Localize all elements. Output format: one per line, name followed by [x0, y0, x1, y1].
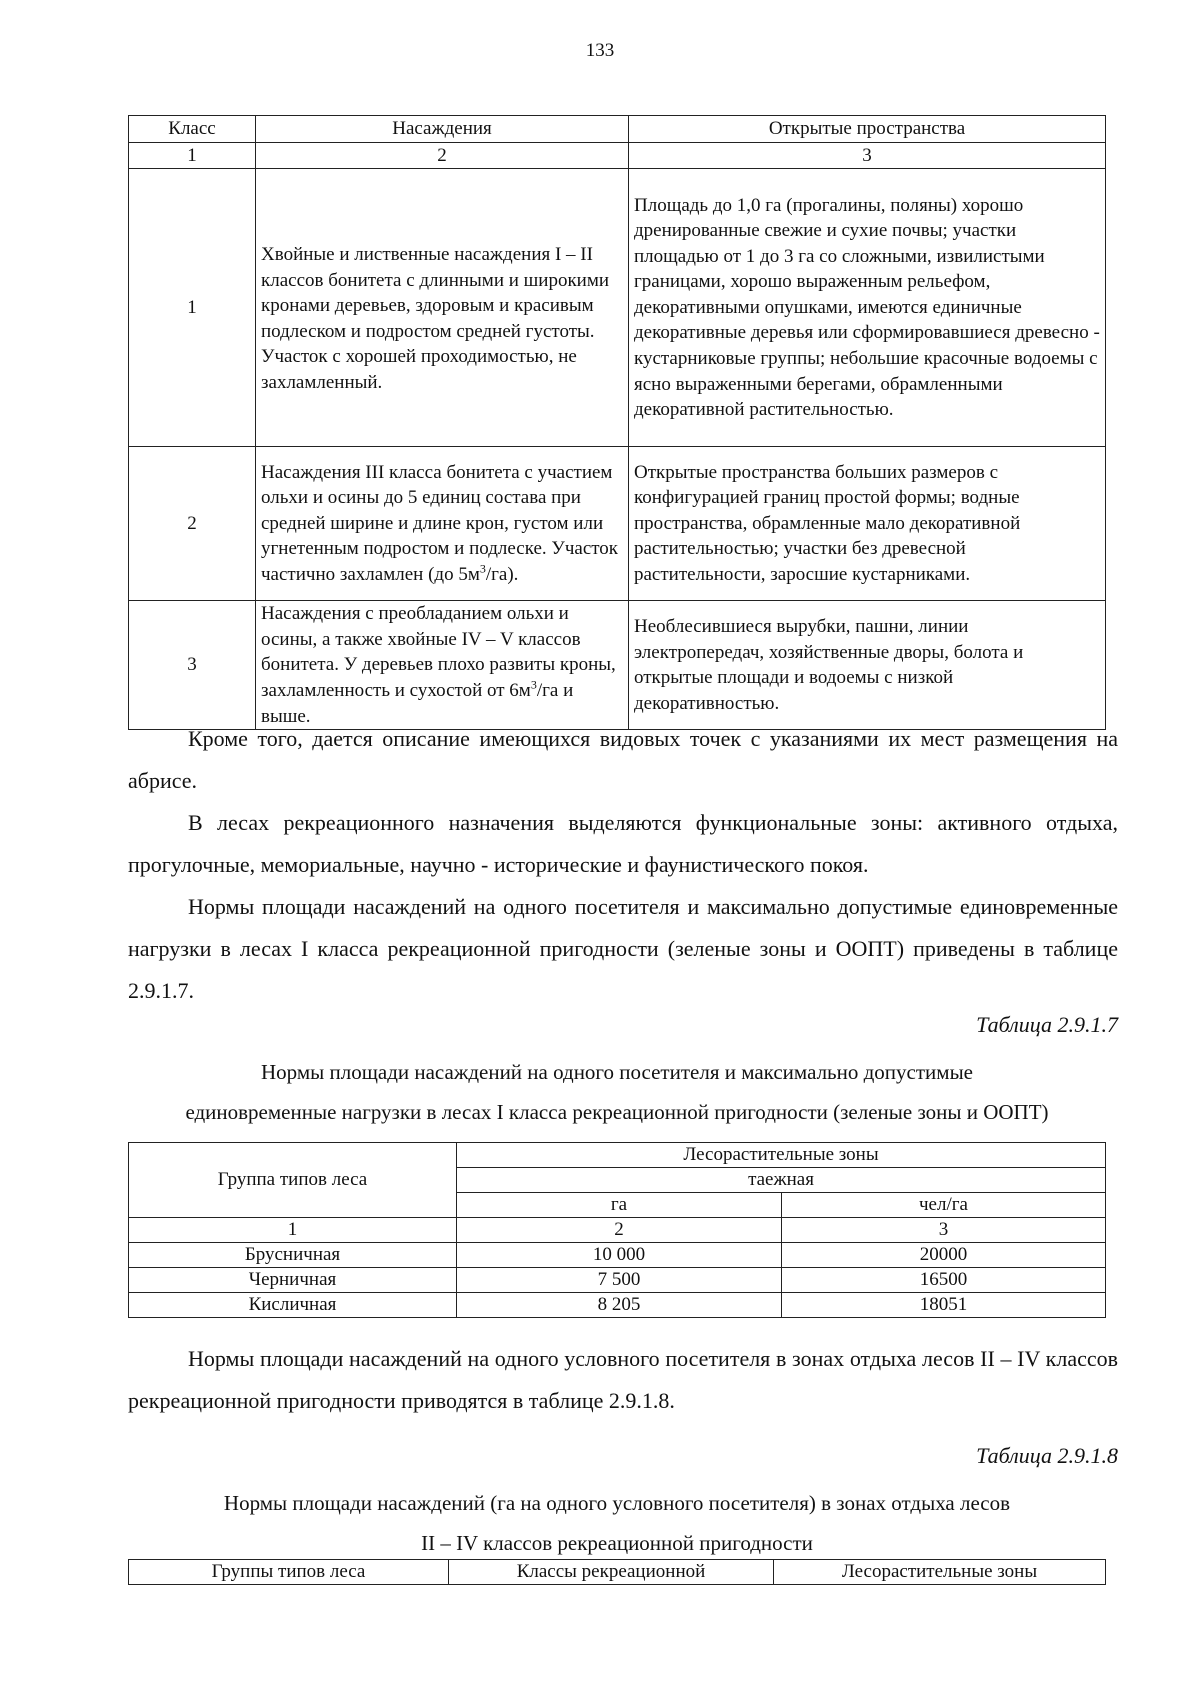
table-row [129, 1268, 1106, 1293]
row-class: 1 [129, 169, 256, 447]
column-number: 1 [129, 1218, 457, 1243]
table-header-groups: Группы типов леса [129, 1560, 449, 1585]
column-number: 3 [782, 1218, 1106, 1243]
paragraph: Нормы площади насаждений на одного посетителя и максимально допустимые единовременные нагрузки в лесах I класса рекреационной пригодности (зеленые зоны и ООПТ) приведены в таблице 2.9.1.7. [128, 894, 1118, 1003]
table-label: Таблица 2.9.1.8 [976, 1443, 1118, 1468]
column-number: 1 [129, 142, 256, 169]
table-row [129, 1243, 1106, 1268]
table-header-zones: Лесорастительные зоны [774, 1560, 1106, 1585]
forest-type: Брусничная [129, 1243, 457, 1268]
column-number: 2 [256, 142, 629, 169]
row-open-spaces: Открытые пространства больших размеров с конфигурацией границ простой формы; водные пространства, обрамленные мало декоративной растительностью; участки без древесной растительности, заросшие кустарниками. [629, 447, 1106, 601]
column-number: 2 [457, 1218, 782, 1243]
row-plantings: Насаждения III класса бонитета с участием ольхи и осины до 5 единиц состава при средней ширине и длине крон, густом или угнетенным подростом и подлеске. Участок частично захламлен (до $5м^3/га$). [256, 447, 629, 601]
row-class: 2 [129, 447, 256, 601]
row-plantings: Хвойные и лиственные насаждения I – II классов бонитета с длинными и широкими кронами деревьев, здоровым и красивым подлеском и подростом средней густоты. Участок с хорошей проходимостью, не захламленный. [256, 169, 629, 447]
table-label: Таблица 2.9.1.7 [976, 1012, 1118, 1037]
row-class: 3 [129, 601, 256, 730]
table-row [129, 601, 1106, 730]
table-header-ha: га [457, 1193, 782, 1218]
table-header-group: Группа типов леса [129, 1143, 457, 1218]
area-ha: 7 500 [457, 1268, 782, 1293]
landscape-classes-table [128, 115, 1106, 730]
people-per-ha: 16500 [782, 1268, 1106, 1293]
area-ha: 10 000 [457, 1243, 782, 1268]
table-header-open-spaces: Открытые пространства [629, 116, 1106, 143]
table-caption: Нормы площади насаждений на одного посетителя и максимально допустимые единовременные нагрузки в лесах I класса рекреационной пригодности (зеленые зоны и ООПТ) [185, 1060, 1049, 1124]
table-row [129, 1293, 1106, 1318]
page-number: 133 [585, 40, 615, 61]
table-header-zones: Лесорастительные зоны [457, 1143, 1106, 1168]
area-ha: 8 205 [457, 1293, 782, 1318]
paragraph: Нормы площади насаждений на одного условного посетителя в зонах отдыха лесов II – IV классов рекреационной пригодности приводятся в таблице 2.9.1.8. [128, 1346, 1118, 1413]
table-header-taiga: таежная [457, 1168, 1106, 1193]
row-plantings: Насаждения с преобладанием ольхи и осины, а также хвойные IV – V классов бонитета. У деревьев плохо развиты кроны, захламленность и сухостой от $6м^3/га$ и выше. [256, 601, 629, 730]
table-header-classes: Классы рекреационной [449, 1560, 774, 1585]
paragraph: Кроме того, дается описание имеющихся видовых точек с указаниями их мест размещения на абрисе. [128, 726, 1118, 793]
column-number: 3 [629, 142, 1106, 169]
table-header-ppl: чел/га [782, 1193, 1106, 1218]
forest-type: Черничная [129, 1268, 457, 1293]
row-open-spaces: Площадь до 1,0 га (прогалины, поляны) хорошо дренированные свежие и сухие почвы; участки площадью от 1 до 3 га со сложными, извилистыми границами, хорошо выраженным рельефом, декоративными опушками, имеются единичные декоративные деревья или сформировавшиеся древесно - кустарниковые группы; небольшие красочные водоемы с ясно выраженными берегами, обрамленными декоративной растительностью. [629, 169, 1106, 447]
visitor-norms-table [128, 1142, 1106, 1318]
table-header-class: Класс [129, 116, 256, 143]
table-row [129, 169, 1106, 447]
paragraph: В лесах рекреационного назначения выделяются функциональные зоны: активного отдыха, прогулочные, мемориальные, научно - исторические и фаунистического покоя. [128, 810, 1118, 877]
people-per-ha: 18051 [782, 1293, 1106, 1318]
forest-type: Кисличная [129, 1293, 457, 1318]
table-header-plantings: Насаждения [256, 116, 629, 143]
recreation-norms-table [128, 1559, 1106, 1585]
row-open-spaces: Необлесившиеся вырубки, пашни, линии электропередач, хозяйственные дворы, болота и открытые площади и водоемы с низкой декоративностью. [629, 601, 1106, 730]
table-row [129, 447, 1106, 601]
people-per-ha: 20000 [782, 1243, 1106, 1268]
table-caption: Нормы площади насаждений (га на одного условного посетителя) в зонах отдыха лесов II – IV классов рекреационной пригодности [223, 1491, 1011, 1555]
